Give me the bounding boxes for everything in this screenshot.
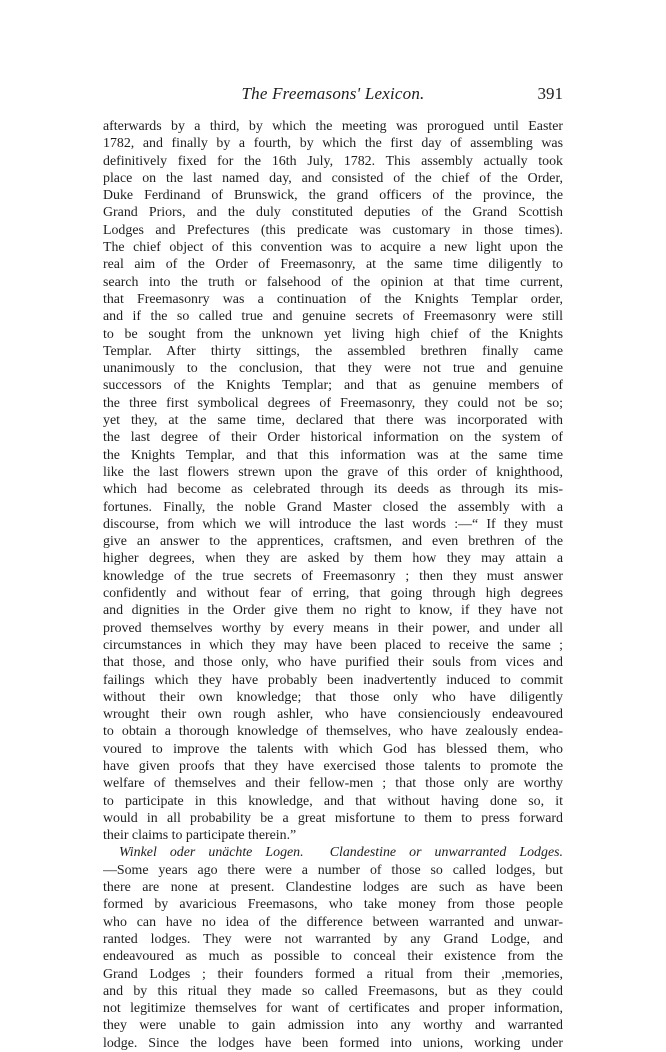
text-line: and dignities in the Order give them no right to know, if they have not <box>103 603 563 619</box>
body-text <box>103 118 563 1052</box>
text-line: The chief object of this convention was to acquire a new light upon the <box>103 240 563 256</box>
text-line: circumstances in which they may have been placed to receive the same ; <box>103 637 563 653</box>
text-line: Templar. After thirty sittings, the assembled brethren finally came <box>103 343 563 359</box>
text-line: Lodges and Prefectures (this predicate was customary in those times). <box>103 222 563 238</box>
text-line: the Knights Templar, and that this information was at the same time <box>103 447 563 463</box>
text-line: their claims to participate therein.” <box>103 828 297 844</box>
text-line: give an answer to the apprentices, craftsmen, and even brethren of the <box>103 534 563 550</box>
text-line: and by this ritual they made so called Freemasons, but as they could <box>103 983 563 999</box>
running-header <box>103 84 563 110</box>
text-line: higher degrees, when they are asked by them how they may attain a <box>103 551 563 567</box>
text-line: lodge. Since the lodges have been formed into unions, working under <box>103 1035 563 1051</box>
text-line: successors of the Knights Templar; and that as genuine members of <box>103 378 563 394</box>
text-line: Grand Lodges ; their founders formed a ritual from their ,memories, <box>103 966 563 982</box>
text-line: have given proofs that they have exercised those talents to promote the <box>103 758 563 774</box>
text-line: that those, and those only, who have purified their souls from vices and <box>103 655 563 671</box>
text-line: welfare of themselves and their fellow-men ; that those only are worthy <box>103 776 563 792</box>
text-line: to participate in this knowledge, and that without having done so, it <box>103 793 563 809</box>
running-title: The Freemasons' Lexicon. <box>241 84 425 103</box>
text-line: like the last flowers strewn upon the grave of this order of knighthood, <box>103 464 563 480</box>
text-line: to be sought from the unknown yet living high chief of the Knights <box>103 326 563 342</box>
text-line: they were unable to gain admission into any worthy and warranted <box>103 1018 563 1034</box>
text-line: formed by avaricious Freemasons, who take money from those people <box>103 897 563 913</box>
page <box>103 84 563 1052</box>
text-line: fortunes. Finally, the noble Grand Master closed the assembly with a <box>103 499 563 515</box>
text-line: —Some years ago there were a number of those so called lodges, but <box>103 862 563 878</box>
text-line: knowledge of the true secrets of Freemasonry ; then they must answer <box>103 568 563 584</box>
entry-headword: Winkel oder unächte Logen. <box>119 845 304 861</box>
text-line: who can have no idea of the difference between warranted and unwar- <box>103 914 563 930</box>
text-line: 1782, and finally by a fourth, by which the first day of assembling was <box>103 136 563 152</box>
text-line: the three first symbolical degrees of Freemasonry, they could not be so; <box>103 395 563 411</box>
text-line: which had become as celebrated through its deeds as through its mis- <box>103 482 563 498</box>
text-line: and if the so called true and genuine secrets of Freemasonry were still <box>103 309 563 325</box>
text-line: endeavoured as much as possible to conceal their existence from the <box>103 949 563 965</box>
text-line: yet they, at the same time, declared that there was incorporated with <box>103 413 563 429</box>
text-line: Duke Ferdinand of Brunswick, the grand officers of the province, the <box>103 188 563 204</box>
text-line: search into the truth or falsehood of the opinion at that time current, <box>103 274 563 290</box>
text-line: failings which they have probably been inadvertently induced to commit <box>103 672 563 688</box>
text-line: confidently and without fear of erring, that going through high degrees <box>103 586 563 602</box>
text-line: proved themselves worthy by every means in their power, and under all <box>103 620 563 636</box>
text-line: Grand Priors, and the duly constituted deputies of the Grand Scottish <box>103 205 563 221</box>
text-line: voured to improve the talents with which God has blessed them, who <box>103 741 563 757</box>
text-line: real aim of the Order of Freemasonry, at the same time diligently to <box>103 257 563 273</box>
text-line: ranted lodges. They were not warranted by any Grand Lodge, and <box>103 931 563 947</box>
text-line: definitively fixed for the 16th July, 1782. This assembly actually took <box>103 153 563 169</box>
text-line: not legitimize themselves for want of certificates and proper information, <box>103 1001 563 1017</box>
text-line: would in all probability be a great misfortune to them to press forward <box>103 810 563 826</box>
text-line: without their own knowledge; that those only who have diligently <box>103 689 563 705</box>
text-line: there are none at present. Clandestine lodges are such as have been <box>103 880 563 896</box>
page-number: 391 <box>537 84 563 103</box>
entry-gloss: Clandestine or unwarranted Lodges. <box>329 845 563 861</box>
text-line: the last degree of their Order historical information on the system of <box>103 430 563 446</box>
text-line: wrought their own rough ashler, who have consienciously endeavoured <box>103 707 563 723</box>
text-line: discourse, from which we will introduce the last words :—“ If they must <box>103 516 563 532</box>
text-line: place on the last named day, and consisted of the chief of the Order, <box>103 170 563 186</box>
text-line: unanimously to the conclusion, that they were not true and genuine <box>103 361 563 377</box>
text-line: that Freemasonry was a continuation of the Knights Templar order, <box>103 291 563 307</box>
text-line: to obtain a thorough knowledge of themselves, who have zealously endea- <box>103 724 563 740</box>
text-line: afterwards by a third, by which the meeting was prorogued until Easter <box>103 119 563 134</box>
entry-heading-line <box>103 844 563 861</box>
